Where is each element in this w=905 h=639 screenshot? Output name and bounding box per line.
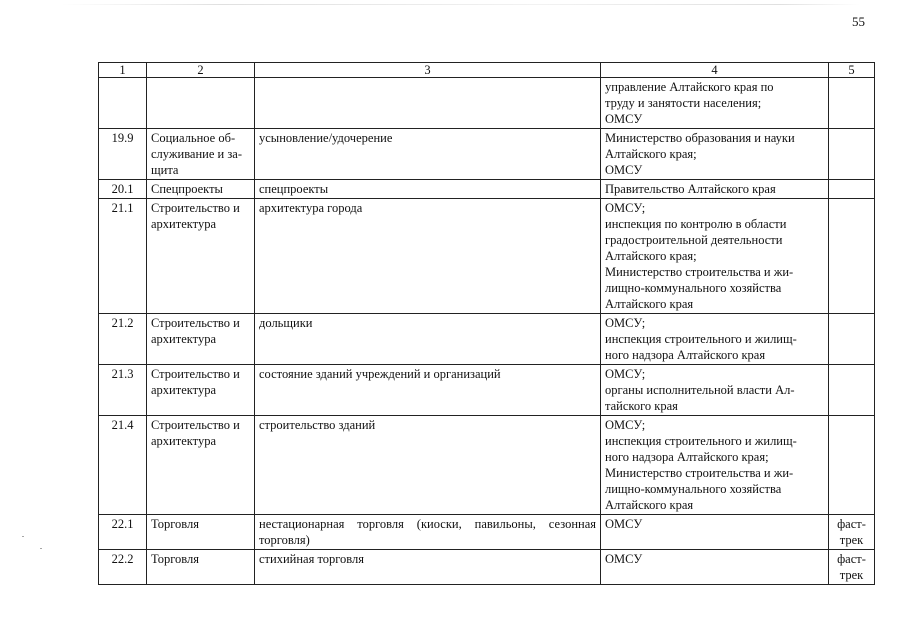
table-row [99, 78, 875, 129]
table-row [99, 180, 875, 199]
page-number: 55 [852, 14, 865, 29]
cell-category [147, 515, 255, 550]
cell-note [829, 199, 875, 314]
cell-topic: архитектура города [255, 199, 601, 314]
scan-speck [40, 548, 42, 549]
cell-line: трек [839, 533, 864, 547]
table-row [99, 314, 875, 365]
cell-line: Министерство образования и науки [605, 131, 795, 145]
cell-topic: усыновление/удочерение [255, 129, 601, 180]
cell-topic: состояние зданий учреждений и организаций [255, 365, 601, 416]
cell-line: органы исполнительной власти Ал- [605, 383, 795, 397]
cell-item-number: 22.1 [99, 515, 147, 550]
cell-responsible [601, 416, 829, 515]
column-header: 5 [829, 63, 875, 78]
table-row [99, 199, 875, 314]
cell-line: Социальное об- [151, 131, 236, 145]
cell-line: архитектура [151, 434, 217, 448]
cell-line: Алтайского края; [605, 249, 697, 263]
cell-line: Алтайского края [605, 297, 694, 311]
cell-category [147, 199, 255, 314]
cell-responsible [601, 550, 829, 585]
cell-line: тайского края [605, 399, 678, 413]
cell-item-number: 21.1 [99, 199, 147, 314]
cell-line: Торговля [151, 517, 199, 531]
cell-note [829, 365, 875, 416]
cell-line: ОМСУ [605, 163, 643, 177]
cell-note [829, 129, 875, 180]
cell-line: щита [151, 163, 179, 177]
cell-item-number [99, 78, 147, 129]
cell-line: Спецпроекты [151, 182, 223, 196]
cell-line: Министерство строительства и жи- [605, 265, 794, 279]
cell-topic [255, 78, 601, 129]
scan-artifact-line [60, 4, 860, 5]
cell-category [147, 314, 255, 365]
column-header: 4 [601, 63, 829, 78]
cell-line: ного надзора Алтайского края; [605, 450, 769, 464]
cell-category [147, 416, 255, 515]
cell-line: ОМСУ [605, 112, 643, 126]
scan-speck [22, 536, 24, 537]
cell-topic: спецпроекты [255, 180, 601, 199]
cell-line: Алтайского края [605, 498, 694, 512]
cell-line: Строительство и [151, 201, 240, 215]
cell-line: архитектура [151, 217, 217, 231]
cell-line: фаст- [837, 552, 866, 566]
responsibility-table [98, 62, 875, 585]
cell-item-number: 21.4 [99, 416, 147, 515]
cell-note [829, 180, 875, 199]
cell-line: трек [839, 568, 864, 582]
cell-line: Торговля [151, 552, 199, 566]
cell-line: Алтайского края; [605, 147, 697, 161]
cell-line: инспекция по контролю в области [605, 217, 787, 231]
cell-line: ОМСУ; [605, 316, 646, 330]
table-row [99, 515, 875, 550]
cell-line: Строительство и [151, 367, 240, 381]
cell-topic: строительство зданий [255, 416, 601, 515]
cell-note [829, 78, 875, 129]
cell-item-number: 20.1 [99, 180, 147, 199]
cell-line: архитектура [151, 332, 217, 346]
cell-line: ОМСУ; [605, 418, 646, 432]
table-row [99, 416, 875, 515]
cell-responsible [601, 199, 829, 314]
cell-line: ОМСУ [605, 552, 643, 566]
cell-responsible [601, 180, 829, 199]
column-header: 2 [147, 63, 255, 78]
column-header: 3 [255, 63, 601, 78]
cell-note [829, 515, 875, 550]
cell-category [147, 129, 255, 180]
cell-line: инспекция строительного и жилищ- [605, 434, 797, 448]
table-row [99, 365, 875, 416]
cell-line: инспекция строительного и жилищ- [605, 332, 797, 346]
cell-line: Строительство и [151, 418, 240, 432]
cell-line: ОМСУ [605, 517, 643, 531]
cell-note [829, 314, 875, 365]
cell-line: ного надзора Алтайского края [605, 348, 766, 362]
cell-category [147, 78, 255, 129]
cell-responsible [601, 129, 829, 180]
cell-responsible [601, 365, 829, 416]
cell-note [829, 416, 875, 515]
cell-responsible [601, 515, 829, 550]
cell-line: Министерство строительства и жи- [605, 466, 794, 480]
cell-line: лищно-коммунального хозяйства [605, 482, 782, 496]
column-header: 1 [99, 63, 147, 78]
cell-line: лищно-коммунального хозяйства [605, 281, 782, 295]
cell-line: Строительство и [151, 316, 240, 330]
cell-category [147, 365, 255, 416]
cell-line: Правительство Алтайского края [605, 182, 776, 196]
cell-line: фаст- [837, 517, 866, 531]
cell-topic: дольщики [255, 314, 601, 365]
table-row [99, 129, 875, 180]
cell-note [829, 550, 875, 585]
cell-line: ОМСУ; [605, 367, 646, 381]
cell-item-number: 21.2 [99, 314, 147, 365]
cell-line: служивание и за- [151, 147, 242, 161]
table-header-row [99, 63, 875, 78]
table-row [99, 550, 875, 585]
cell-responsible [601, 314, 829, 365]
table-body [99, 78, 875, 585]
cell-topic: стихийная торговля [255, 550, 601, 585]
cell-line: архитектура [151, 383, 217, 397]
cell-category [147, 180, 255, 199]
cell-line: управление Алтайского края по [605, 80, 774, 94]
cell-line: ОМСУ; [605, 201, 646, 215]
cell-item-number: 22.2 [99, 550, 147, 585]
cell-topic: нестационарная торговля (киоски, павильоны, сезонная торговля) [255, 515, 601, 550]
cell-item-number: 21.3 [99, 365, 147, 416]
cell-line: градостроительной деятельности [605, 233, 783, 247]
cell-category [147, 550, 255, 585]
cell-item-number: 19.9 [99, 129, 147, 180]
cell-responsible [601, 78, 829, 129]
cell-line: труду и занятости населения; [605, 96, 762, 110]
